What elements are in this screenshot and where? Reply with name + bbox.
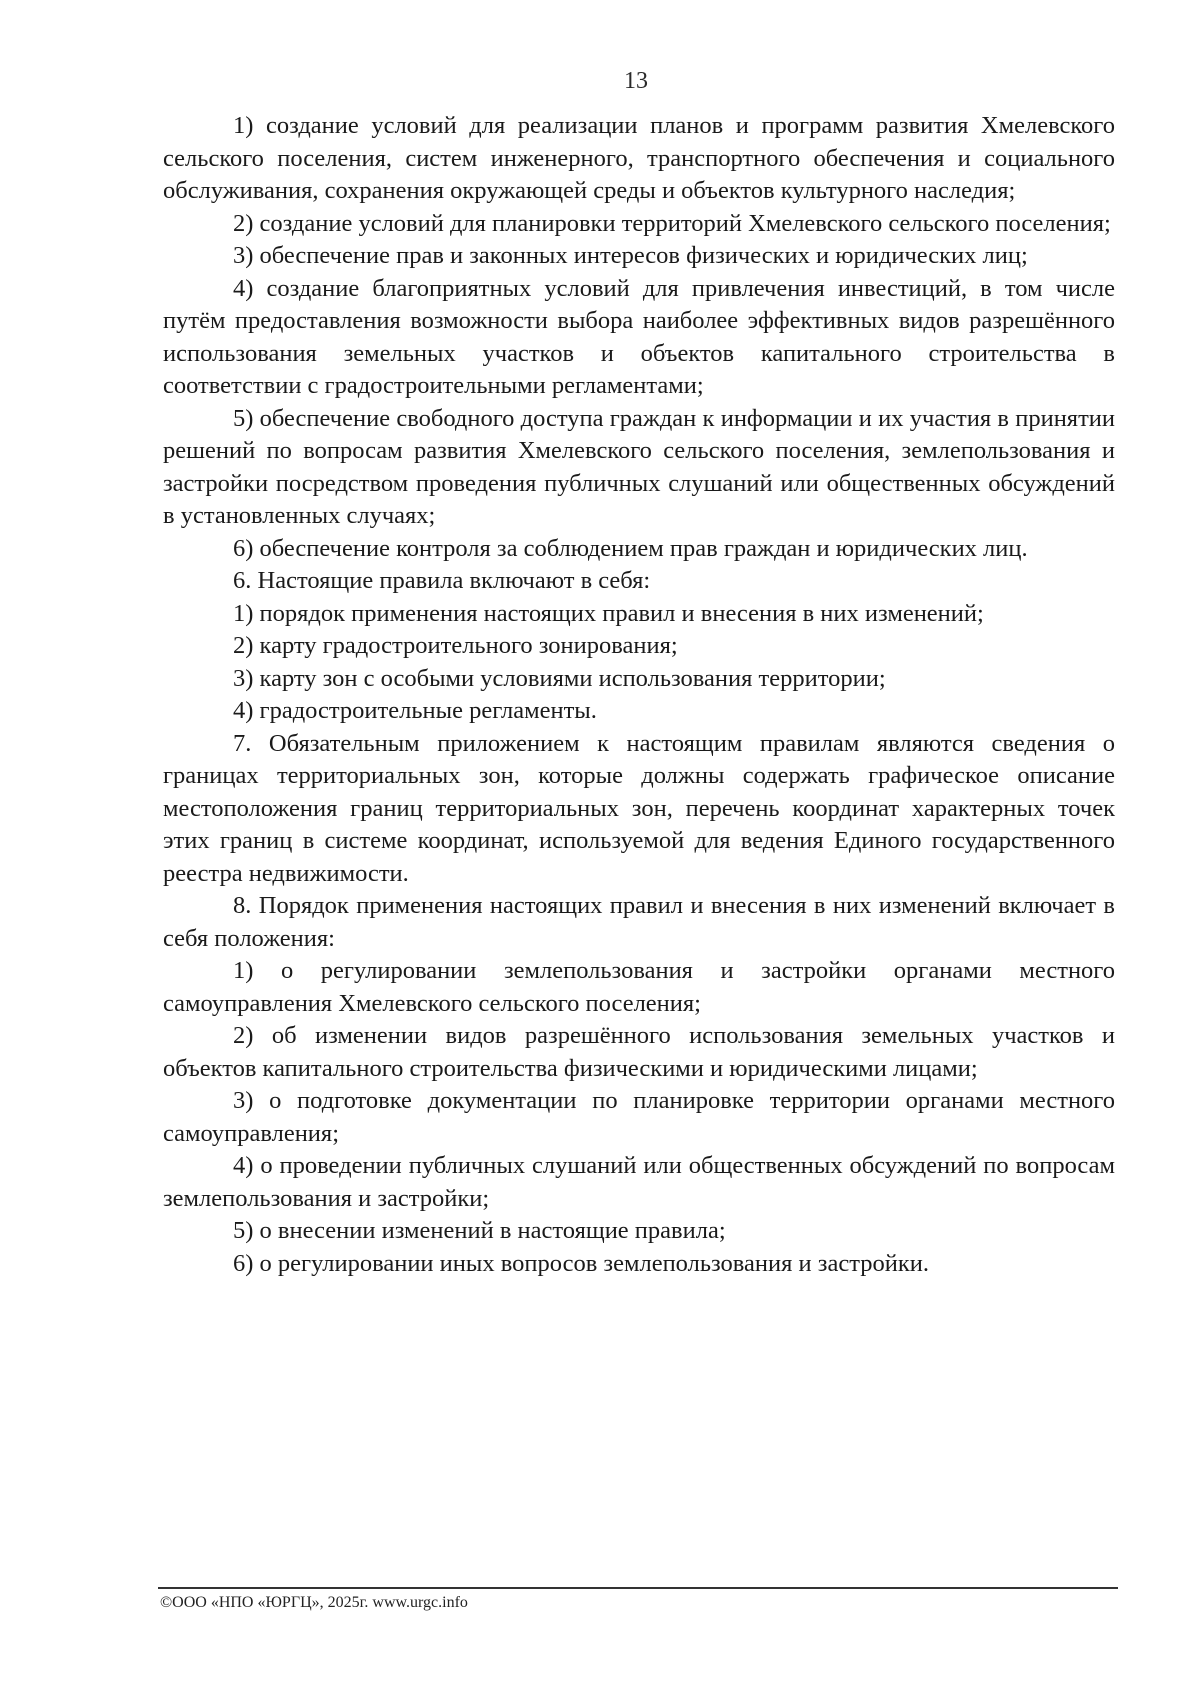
section-8-item-3: 3) о подготовке документации по планировке территории органами местного самоуправления; bbox=[163, 1087, 1115, 1147]
section-7-paragraph: 7. Обязательным приложением к настоящим правилам являются сведения о границах территориальных зон, которые должны содержать графическое описание местоположения границ территориальных зон, перечень координат характерных точек этих границ в системе координат, используемой для ведения Единого государственного реестра недвижимости. bbox=[163, 729, 1115, 887]
section-8-item-5: 5) о внесении изменений в настоящие правила; bbox=[233, 1217, 726, 1244]
footer-divider bbox=[158, 1587, 1118, 1589]
document-body bbox=[163, 110, 1115, 1280]
list-item-2: 2) создание условий для планировки территорий Хмелевского сельского поселения; bbox=[233, 209, 1111, 237]
section-8-item-2: 2) об изменении видов разрешённого использования земельных участков и объектов капитального строительства физическими и юридическими лицами; bbox=[163, 1022, 1115, 1082]
section-8-item-6: 6) о регулировании иных вопросов землепользования и застройки. bbox=[233, 1249, 929, 1277]
page-number: 13 bbox=[624, 68, 648, 94]
section-8-item-4: 4) о проведении публичных слушаний или общественных обсуждений по вопросам землепользования и застройки; bbox=[163, 1152, 1115, 1212]
list-item-3: 3) обеспечение прав и законных интересов физических и юридических лиц; bbox=[233, 242, 1028, 269]
section-6-heading: 6. Настоящие правила включают в себя: bbox=[233, 567, 651, 594]
section-6-item-2: 2) карту градостроительного зонирования; bbox=[233, 632, 678, 659]
section-6-item-1: 1) порядок применения настоящих правил и внесения в них изменений; bbox=[233, 599, 984, 627]
section-6-item-4: 4) градостроительные регламенты. bbox=[233, 697, 597, 724]
list-item-4: 4) создание благоприятных условий для привлечения инвестиций, в том числе путём предоставления возможности выбора наиболее эффективных видов разрешённого использования земельных участков и объектов капитального строительства в соответствии с градостроительными регламентами; bbox=[163, 274, 1115, 399]
list-item-5: 5) обеспечение свободного доступа граждан к информации и их участия в принятии решений по вопросам развития Хмелевского сельского поселения, землепользования и застройки посредством проведения публичных слушаний или общественных обсуждений в установленных случаях; bbox=[163, 404, 1115, 529]
list-item-1: 1) создание условий для реализации планов и программ развития Хмелевского сельского поселения, систем инженерного, транспортного обеспечения и социального обслуживания, сохранения окружающей среды и объектов культурного наследия; bbox=[163, 112, 1115, 204]
footer-copyright: ©ООО «НПО «ЮРГЦ», 2025г. www.urgc.info bbox=[160, 1594, 468, 1611]
section-8-item-1: 1) о регулировании землепользования и застройки органами местного самоуправления Хмелевского сельского поселения; bbox=[163, 957, 1115, 1017]
section-8-heading: 8. Порядок применения настоящих правил и внесения в них изменений включает в себя положения: bbox=[163, 892, 1115, 952]
list-item-6: 6) обеспечение контроля за соблюдением прав граждан и юридических лиц. bbox=[233, 534, 1028, 562]
section-6-item-3: 3) карту зон с особыми условиями использования территории; bbox=[233, 664, 886, 692]
